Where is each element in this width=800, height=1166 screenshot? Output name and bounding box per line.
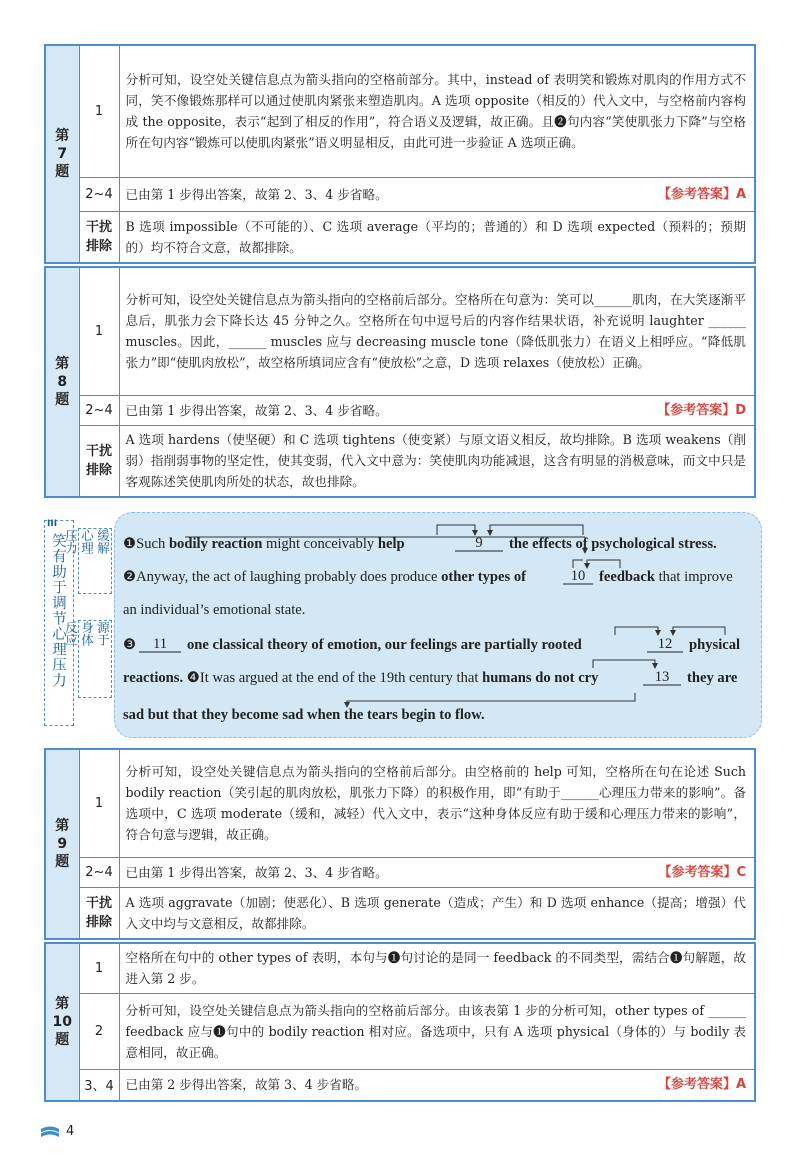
arrow-9-right [490, 525, 583, 535]
question-8-label [45, 267, 79, 497]
step-text [119, 395, 755, 425]
distractor-label [79, 211, 119, 263]
key-phrase: reactions. [123, 670, 184, 686]
sentence-3-line-2 [123, 670, 599, 686]
question-9-table [44, 748, 756, 940]
label-char: 8 [57, 374, 68, 390]
sentence-1-end [509, 536, 717, 552]
sentence-3 [187, 637, 582, 653]
sentence-3-marker [123, 637, 136, 653]
step-text [119, 177, 755, 211]
distractor-label [79, 887, 119, 939]
label-char: 第 [55, 996, 70, 1012]
key-phrase: sad but that they become sad when the tears begin to flow. [123, 707, 485, 723]
answer-key: 【参考答案】A [657, 186, 746, 202]
sentence-text: It was argued at the end of the 19th century that [199, 670, 483, 686]
sentence-4 [687, 670, 738, 686]
label-char: 题 [55, 392, 70, 408]
key-phrase: physical [689, 637, 741, 653]
page-footer [40, 1124, 74, 1139]
sentence-3-end [689, 637, 740, 653]
step-number: 2~4 [79, 177, 119, 211]
question-7-label [45, 45, 79, 263]
tag-column: 缓解 [95, 529, 111, 554]
key-phrase: humans do not cry [482, 670, 599, 686]
sentence-marker: ❸ [123, 637, 137, 653]
distractor-label-line: 排除 [85, 914, 112, 930]
sentence-1 [123, 536, 405, 552]
book-logo-icon [40, 1125, 60, 1139]
step-number: 1 [79, 45, 119, 177]
label-char: 7 [57, 146, 68, 162]
arrow-10-right [587, 560, 620, 568]
distractor-label-line: 排除 [85, 462, 112, 478]
key-phrase: one classical theory of emotion, our feelings are partially rooted [187, 637, 582, 653]
passage-svg [115, 513, 763, 739]
question-9-label [45, 749, 79, 939]
distractor-label-line: 干扰 [85, 219, 112, 235]
tag-column: 身体 [79, 621, 95, 646]
key-phrase: they are [687, 670, 738, 686]
sentence-2-end [599, 569, 733, 585]
tag-column: 压力 [63, 529, 79, 554]
key-phrase: feedback [599, 569, 655, 585]
step-number: 2~4 [79, 857, 119, 887]
step-text-content: 已由第 1 步得出答案，故第 2、3、4 步省略。 [125, 864, 388, 880]
label-char: 题 [55, 164, 70, 180]
section-vertical-title: 笑有助于调节心理压力 [50, 533, 66, 688]
tag-column: 反应 [63, 621, 79, 646]
step-text: 分析可知，设空处关键信息点为箭头指向的空格前后部分。空格所在句意为：笑可以______肌肉，在大笑逐渐平息后，肌张力会下降长达 45 分钟之久。空格所在句中逗号后的内容作结果状语，补充说明 laughter ______ muscles。因此，______ muscles 应与 decreasing muscle tone（降低肌张力）在语义上相呼应。“降低肌张力”即“使肌肉放松”，故空格所填词应含有“使放松”之意，D 选项 relaxes（使放松）正确。 [119, 267, 755, 395]
step-number: 2 [79, 993, 119, 1069]
blank-13-number: 13 [654, 669, 670, 685]
answer-key: 【参考答案】A [657, 1077, 746, 1093]
paragraph-tag-1 [63, 528, 112, 594]
step-number: 1 [79, 943, 119, 993]
sentence-text: that improve [654, 569, 733, 585]
key-phrase: the effects of psychological stress. [509, 536, 717, 552]
answer-key: 【参考答案】D [657, 402, 746, 418]
step-text: 分析可知，设空处关键信息点为箭头指向的空格前后部分。由该表第 1 步的分析可知，other types of ______ feedback 应与❶句中的 bodily reaction 相对应。备选项中，只有 A 选项 physical（身体的）与 bodily 表意相同，故正确。 [119, 993, 755, 1069]
answer-key: 【参考答案】C [658, 864, 746, 880]
question-10-label [45, 943, 79, 1101]
sentence-text: Such [136, 536, 169, 552]
section-number: III [47, 519, 58, 529]
step-text-content: 已由第 1 步得出答案，故第 2、3、4 步省略。 [125, 402, 388, 418]
step-number: 2~4 [79, 395, 119, 425]
page-number: 4 [66, 1124, 75, 1139]
step-text: 分析可知，设空处关键信息点为箭头指向的空格前后部分。由空格前的 help 可知，空格所在句在论述 Such bodily reaction（笑引起的肌肉放松，肌张力下降）的积极作用，即“有助于______心理压力带来的影响”。备选项中，C 选项 moderate（缓和，减轻）代入文中，表示“这种身体反应有助于缓和心理压力带来的影响”，符合句意与逻辑，故正确。 [119, 749, 755, 857]
distractor-text: B 选项 impossible（不可能的）、C 选项 average（平均的；普通的）和 D 选项 expected（预料的；预期的）均不符合文意，故都排除。 [119, 211, 755, 263]
passage-panel [114, 512, 762, 738]
step-text [119, 857, 755, 887]
key-phrase: other types of [441, 569, 526, 585]
step-text: 空格所在句中的 other types of 表明，本句与❶句讨论的是同一 feedback 的不同类型，需结合❶句解题，故进入第 2 步。 [119, 943, 755, 993]
sentence-4-line-2 [123, 707, 485, 723]
arrow-12-left [615, 627, 658, 635]
label-char: 9 [57, 836, 68, 852]
step-number: 3、4 [79, 1069, 119, 1101]
distractor-text: A 选项 hardens（使坚硬）和 C 选项 tightens（使变紧）与原文语义相反，故均排除。B 选项 weakens（削弱）指削弱事物的坚定性，使其变弱，代入文中意为：笑使肌肉功能减退，这含有明显的消极意味，而文中只是客观陈述笑使肌肉所处的状态，故也排除。 [119, 425, 755, 497]
question-8-table [44, 266, 756, 498]
blank-10-number: 10 [570, 568, 586, 584]
label-char: 第 [55, 818, 70, 834]
arrow-12-right [673, 627, 725, 635]
arrow-10-left [573, 560, 583, 568]
distractor-label-line: 干扰 [85, 443, 112, 459]
distractor-label [79, 425, 119, 497]
step-text [119, 1069, 755, 1101]
sentence-text: might conceivably [262, 536, 378, 552]
paragraph-tag-2 [63, 620, 112, 698]
step-number: 1 [79, 749, 119, 857]
distractor-label-line: 排除 [85, 238, 112, 254]
tag-column: 源于 [95, 621, 111, 646]
distractor-label-line: 干扰 [85, 895, 112, 911]
label-char: 第 [55, 128, 70, 144]
arrow-13-left [593, 660, 655, 668]
sentence-2 [123, 569, 526, 585]
step-number: 1 [79, 267, 119, 395]
sentence-marker: ❹ [186, 670, 200, 686]
key-phrase: help [377, 536, 405, 552]
label-char: 10 [52, 1014, 72, 1030]
label-char: 题 [55, 854, 70, 870]
label-char: 第 [55, 356, 70, 372]
question-10-table [44, 942, 756, 1102]
blank-9-number: 9 [475, 535, 483, 551]
step-text-content: 已由第 1 步得出答案，故第 2、3、4 步省略。 [125, 186, 388, 202]
label-char: 题 [55, 1032, 70, 1048]
arrow-13-right [347, 693, 635, 707]
blank-12-number: 12 [657, 636, 673, 652]
sentence-2-line-2: an individual’s emotional state. [123, 602, 306, 618]
arrow-9-left [437, 525, 475, 535]
section-3-passage [44, 512, 762, 738]
sentence-marker: ❶ [123, 536, 137, 552]
distractor-text: A 选项 aggravate（加剧；使恶化）、B 选项 generate（造成；产生）和 D 选项 enhance（提高；增强）代入文中均与文意相反，故都排除。 [119, 887, 755, 939]
key-phrase: bodily reaction [168, 536, 263, 552]
sentence-marker: ❷ [123, 569, 137, 585]
step-text-content: 已由第 2 步得出答案，故第 3、4 步省略。 [125, 1077, 368, 1093]
question-7-table [44, 44, 756, 264]
tag-column: 心理 [79, 529, 95, 554]
blank-11-number: 11 [152, 636, 168, 652]
sentence-text: Anyway, the act of laughing probably does produce [136, 569, 442, 585]
step-text: 分析可知，设空处关键信息点为箭头指向的空格前部分。其中，instead of 表明笑和锻炼对肌肉的作用方式不同，笑不像锻炼那样可以通过使肌肉紧张来塑造肌肉。A 选项 opposite（相反的）代入文中，与空格前内容构成 the opposite，表示“起到了相反的作用”，符合语义及逻辑，故正确。且❷句内容“笑使肌张力下降”与空格所在句内容“锻炼可以使肌肉紧张”语义明显相反，由此可进一步验证 A 选项正确。 [119, 45, 755, 177]
